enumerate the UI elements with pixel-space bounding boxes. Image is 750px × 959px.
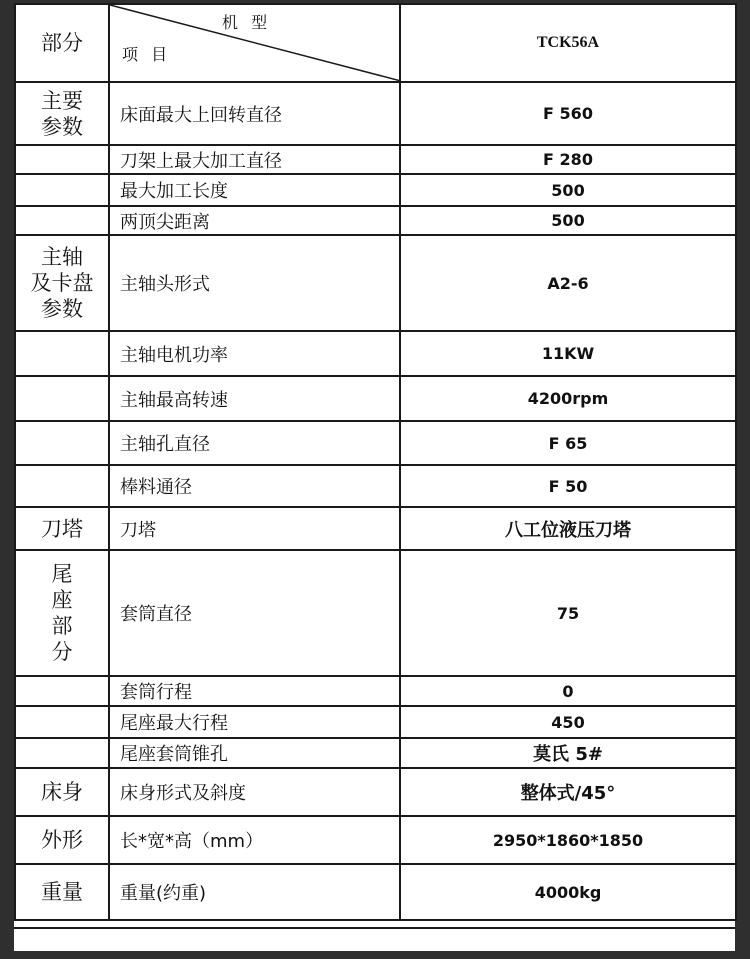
value-cell: 11KW <box>400 331 736 376</box>
part-cell: 主要 参数 <box>15 82 109 145</box>
part-cell: 外形 <box>15 816 109 864</box>
part-cell: 尾 座 部 分 <box>15 550 109 676</box>
item-cell: 套筒直径 <box>109 550 400 676</box>
item-cell: 刀架上最大加工直径 <box>109 145 400 174</box>
value-cell: 4200rpm <box>400 376 736 421</box>
value-cell: 500 <box>400 174 736 206</box>
table-row <box>15 738 736 768</box>
value-cell: 500 <box>400 206 736 235</box>
item-cell: 床身形式及斜度 <box>109 768 400 816</box>
table-row <box>15 816 736 864</box>
value-cell: 4000kg <box>400 864 736 920</box>
part-cell <box>15 206 109 235</box>
item-cell: 主轴最高转速 <box>109 376 400 421</box>
item-cell: 长*宽*高（mm） <box>109 816 400 864</box>
part-cell: 床身 <box>15 768 109 816</box>
item-cell: 尾座最大行程 <box>109 706 400 738</box>
table-row <box>15 676 736 706</box>
table-row <box>15 768 736 816</box>
table-row <box>15 82 736 145</box>
part-cell <box>15 331 109 376</box>
diagonal-header-cell <box>109 4 400 82</box>
value-cell: 2950*1860*1850 <box>400 816 736 864</box>
item-cell: 主轴电机功率 <box>109 331 400 376</box>
value-cell: F 280 <box>400 145 736 174</box>
table-row <box>15 174 736 206</box>
item-cell: 刀塔 <box>109 507 400 550</box>
part-cell <box>15 376 109 421</box>
part-cell <box>15 706 109 738</box>
item-cell: 重量(约重) <box>109 864 400 920</box>
table-row <box>15 235 736 331</box>
part-cell <box>15 738 109 768</box>
part-cell <box>15 676 109 706</box>
spec-table <box>14 3 737 921</box>
header-row <box>15 4 736 82</box>
item-cell: 主轴头形式 <box>109 235 400 331</box>
item-cell: 两顶尖距离 <box>109 206 400 235</box>
item-cell: 床面最大上回转直径 <box>109 82 400 145</box>
value-cell: 75 <box>400 550 736 676</box>
item-cell: 主轴孔直径 <box>109 421 400 465</box>
item-cell: 套筒行程 <box>109 676 400 706</box>
table-row <box>15 864 736 920</box>
part-cell <box>15 174 109 206</box>
part-cell <box>15 145 109 174</box>
model-axis-label: 机 型 <box>222 13 272 32</box>
part-header: 部分 <box>15 4 109 82</box>
part-cell <box>15 421 109 465</box>
part-cell: 重量 <box>15 864 109 920</box>
value-cell: F 50 <box>400 465 736 507</box>
table-row <box>15 331 736 376</box>
table-row <box>15 550 736 676</box>
table-row <box>15 145 736 174</box>
value-cell: 450 <box>400 706 736 738</box>
table-row <box>15 465 736 507</box>
value-cell: 八工位液压刀塔 <box>400 507 736 550</box>
table-row <box>15 507 736 550</box>
item-cell: 最大加工长度 <box>109 174 400 206</box>
table-row <box>15 706 736 738</box>
table-row <box>15 376 736 421</box>
value-cell: A2-6 <box>400 235 736 331</box>
item-cell: 尾座套筒锥孔 <box>109 738 400 768</box>
value-cell: 0 <box>400 676 736 706</box>
value-cell: 整体式/45° <box>400 768 736 816</box>
value-cell: F 560 <box>400 82 736 145</box>
value-cell: F 65 <box>400 421 736 465</box>
part-cell: 刀塔 <box>15 507 109 550</box>
item-axis-label: 项 目 <box>122 45 172 64</box>
part-cell: 主轴 及卡盘 参数 <box>15 235 109 331</box>
item-cell: 棒料通径 <box>109 465 400 507</box>
model-name: TCK56A <box>400 4 736 82</box>
table-row <box>15 206 736 235</box>
part-cell <box>15 465 109 507</box>
table-footer-strip <box>14 927 735 951</box>
table-row <box>15 421 736 465</box>
value-cell: 莫氏 5# <box>400 738 736 768</box>
